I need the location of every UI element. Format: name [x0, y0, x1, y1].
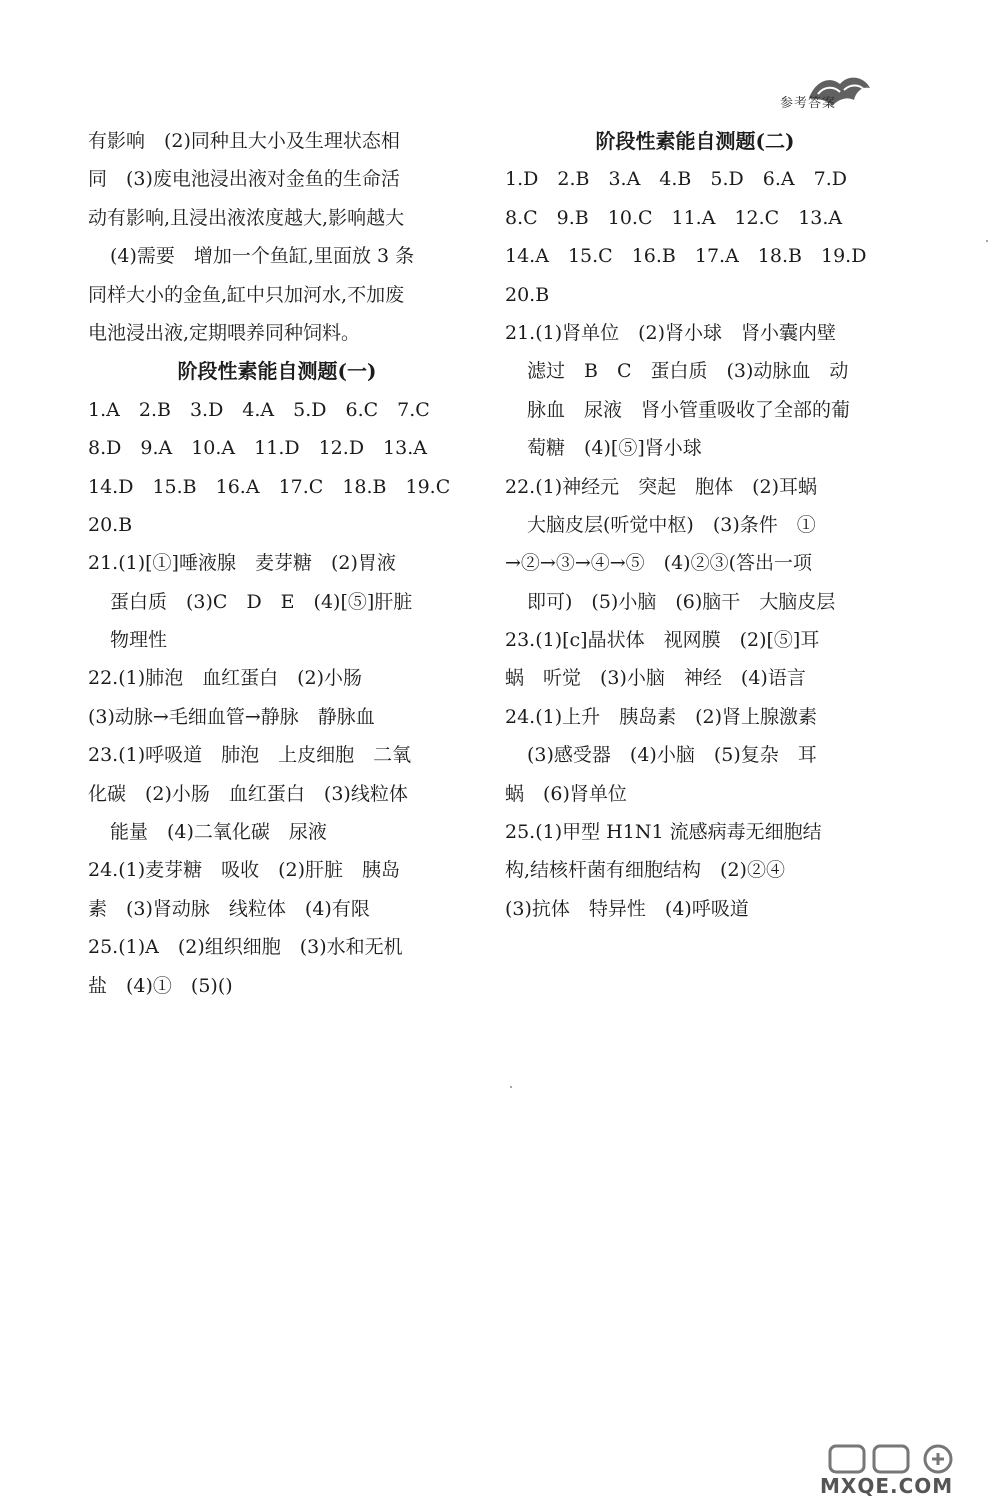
watermark	[820, 1440, 1000, 1500]
answer-line: 同样大小的金鱼,缸中只加河水,不加废	[88, 283, 405, 306]
answer-line: (4)需要 增加一个鱼缸,里面放 3 条	[110, 245, 415, 268]
answer-line: 14.D 15.B 16.A 17.C 18.B 19.C	[88, 475, 451, 498]
watermark-text: MXQE.COM	[820, 1474, 954, 1498]
answer-line: 22.(1)神经元 突起 胞体 (2)耳蜗	[505, 475, 818, 498]
answer-line: 素 (3)肾动脉 线粒体 (4)有限	[88, 897, 370, 920]
answer-line: 21.(1)[①]唾液腺 麦芽糖 (2)胃液	[88, 552, 396, 575]
answer-line: 蜗 听觉 (3)小脑 神经 (4)语言	[505, 667, 806, 690]
answer-line: 22.(1)肺泡 血红蛋白 (2)小肠	[88, 667, 363, 690]
answer-line: 24.(1)上升 胰岛素 (2)肾上腺激素	[505, 705, 818, 728]
scan-speck	[986, 240, 988, 242]
answer-line: 构,结核杆菌有细胞结构 (2)②④	[505, 859, 785, 882]
answer-line: 20.B	[505, 283, 550, 306]
watermark-logo-icon	[820, 1440, 990, 1474]
answer-line: (3)抗体 特异性 (4)呼吸道	[505, 897, 749, 920]
answer-line: 8.D 9.A 10.A 11.D 12.D 13.A	[88, 437, 427, 460]
answer-line: 25.(1)A (2)组织细胞 (3)水和无机	[88, 936, 403, 959]
answer-line: 21.(1)肾单位 (2)肾小球 肾小囊内壁	[505, 321, 837, 344]
answer-line: 大脑皮层(听觉中枢) (3)条件 ①	[527, 513, 816, 536]
answer-line: 能量 (4)二氧化碳 尿液	[110, 821, 327, 844]
answer-line: 1.D 2.B 3.A 4.B 5.D 6.A 7.D	[505, 168, 847, 191]
answer-line: 电池浸出液,定期喂养同种饲料。	[88, 321, 361, 344]
answer-line: 脉血 尿液 肾小管重吸收了全部的葡	[527, 398, 851, 421]
answer-line: 蛋白质 (3)C D E (4)[⑤]肝脏	[110, 590, 413, 613]
answer-line: 滤过 B C 蛋白质 (3)动脉血 动	[527, 360, 849, 383]
answer-line: 即可) (5)小脑 (6)脑干 大脑皮层	[527, 590, 836, 613]
scan-speck	[510, 1086, 512, 1088]
answer-line: 14.A 15.C 16.B 17.A 18.B 19.D	[505, 245, 867, 268]
answer-line: 有影响 (2)同种且大小及生理状态相	[88, 130, 400, 152]
answer-line: (3)感受器 (4)小脑 (5)复杂 耳	[527, 744, 817, 767]
header-badge	[780, 70, 880, 130]
answer-line: 25.(1)甲型 H1N1 流感病毒无细胞结	[505, 821, 822, 844]
section-heading-2: 阶段性素能自测题(二)	[595, 129, 795, 153]
answer-line: 动有影响,且浸出液浓度越大,影响越大	[88, 206, 405, 229]
answer-line: 蜗 (6)肾单位	[505, 782, 627, 805]
answer-line: 8.C 9.B 10.C 11.A 12.C 13.A	[505, 206, 843, 229]
section-heading-1: 阶段性素能自测题(一)	[177, 359, 377, 384]
answer-line: (3)动脉→毛细血管→静脉 静脉血	[88, 705, 375, 728]
answer-line: →②→③→④→⑤ (4)②③(答出一项	[505, 552, 813, 575]
left-column	[88, 122, 466, 1005]
answer-line: 化碳 (2)小肠 血红蛋白 (3)线粒体	[88, 782, 408, 805]
answer-line: 20.B	[88, 513, 133, 536]
header-label: 参考答案	[780, 96, 837, 111]
answer-line: 1.A 2.B 3.D 4.A 5.D 6.C 7.C	[88, 398, 430, 421]
answer-line: 23.(1)呼吸道 肺泡 上皮细胞 二氧	[88, 744, 412, 767]
answer-line: 23.(1)[c]晶状体 视网膜 (2)[⑤]耳	[505, 629, 820, 652]
answer-line: 物理性	[110, 629, 168, 652]
answer-line: 萄糖 (4)[⑤]肾小球	[527, 437, 702, 460]
right-column	[505, 122, 885, 928]
answer-line: 24.(1)麦芽糖 吸收 (2)肝脏 胰岛	[88, 859, 401, 882]
answer-line: 盐 (4)① (5)()	[88, 974, 233, 997]
answer-line: 同 (3)废电池浸出液对金鱼的生命活	[88, 168, 400, 191]
